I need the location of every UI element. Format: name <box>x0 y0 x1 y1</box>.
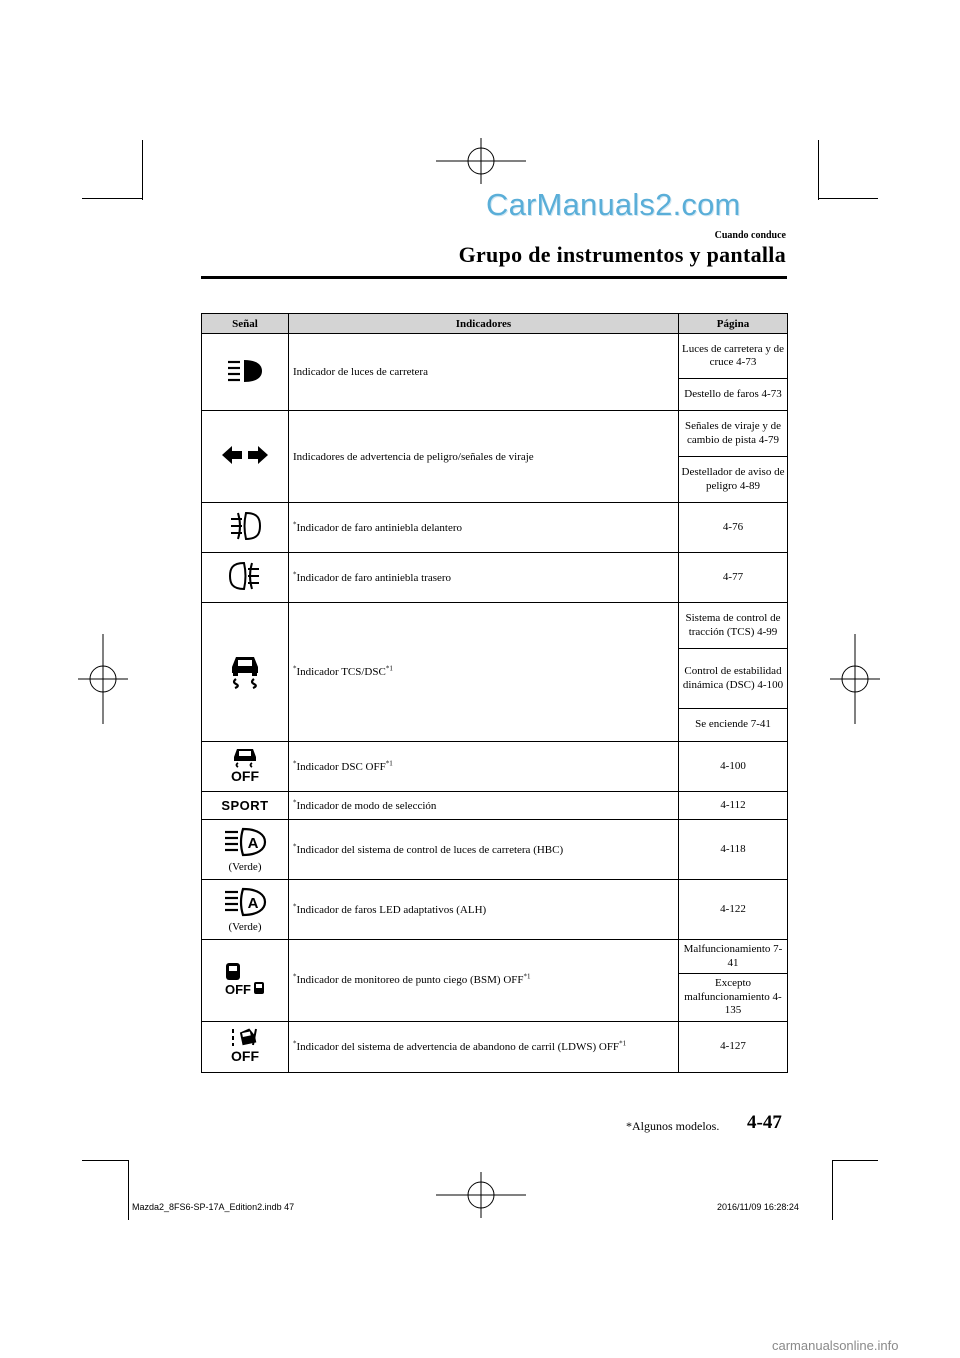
asterisk: * <box>293 758 297 767</box>
signal-cell <box>202 1021 289 1072</box>
page-ref: 4-112 <box>679 792 788 820</box>
indicator-label: Indicador de faros LED adaptativos (ALH) <box>296 903 487 916</box>
indicator-label-cell <box>289 1021 679 1072</box>
table-row <box>202 334 788 379</box>
signal-cell <box>202 940 289 1022</box>
indicator-label-cell <box>289 553 679 603</box>
asterisk: * <box>293 797 297 806</box>
page-ref: Destellador de aviso de peligro 4-89 <box>679 457 788 503</box>
registration-mark-icon <box>78 634 128 724</box>
page-ref: Malfuncionamiento 7-41 <box>679 940 788 974</box>
asterisk: * <box>293 972 297 981</box>
indicator-label-cell <box>289 792 679 820</box>
ldws-off-icon <box>226 1027 264 1063</box>
indicator-label: Indicadores de advertencia de peligro/señales de viraje <box>289 411 679 503</box>
page-title: Grupo de instrumentos y pantalla <box>458 242 786 267</box>
crop-mark <box>832 1160 833 1220</box>
crop-mark <box>82 1160 128 1161</box>
footnote-mark: *1 <box>523 972 531 981</box>
column-header: Página <box>679 314 788 334</box>
header-divider <box>201 276 787 279</box>
page-ref: Excepto malfuncionamiento 4-135 <box>679 974 788 1022</box>
asterisk: * <box>293 901 297 910</box>
page-ref: Control de estabilidad dinámica (DSC) 4-100 <box>679 649 788 709</box>
table-row <box>202 503 788 553</box>
off-text: OFF <box>225 981 251 997</box>
indicator-label-cell <box>289 880 679 940</box>
page-ref: Señales de viraje y de cambio de pista 4-79 <box>679 411 788 457</box>
crop-mark <box>818 140 819 200</box>
page-ref: 4-100 <box>679 742 788 792</box>
hbc-icon <box>222 827 268 857</box>
footnote-mark: *1 <box>385 664 393 673</box>
column-header: Indicadores <box>289 314 679 334</box>
asterisk: * <box>293 841 297 850</box>
page-ref: 4-77 <box>679 553 788 603</box>
indicator-label: Indicador TCS/DSC <box>296 666 386 678</box>
signal-cell <box>202 411 289 503</box>
footnote-mark: *1 <box>385 758 393 767</box>
signal-cell <box>202 742 289 792</box>
crop-mark <box>128 1160 129 1220</box>
signal-cell <box>202 820 289 880</box>
registration-mark-icon <box>436 1172 526 1218</box>
dsc-off-icon <box>226 747 264 783</box>
front-fog-icon <box>228 509 262 543</box>
section-title: Cuando conduce <box>714 230 786 241</box>
color-note: (Verde) <box>228 920 262 933</box>
registration-mark-icon <box>436 138 526 184</box>
page-ref: 4-127 <box>679 1021 788 1072</box>
table-row <box>202 880 788 940</box>
signal-cell <box>202 503 289 553</box>
crop-mark <box>818 198 878 199</box>
indicator-label: Indicador del sistema de control de luces de carretera (HBC) <box>296 843 564 856</box>
indicator-label: Indicador del sistema de advertencia de abandono de carril (LDWS) OFF <box>296 1040 620 1053</box>
page-number: 4-47 <box>747 1112 782 1133</box>
tcs-dsc-icon <box>228 653 262 689</box>
color-note: (Verde) <box>228 860 262 873</box>
page-ref: 4-122 <box>679 880 788 940</box>
high-beam-icon <box>225 358 265 384</box>
print-timestamp: 2016/11/09 16:28:24 <box>717 1202 799 1212</box>
crop-mark <box>832 1160 878 1161</box>
page-ref: 4-118 <box>679 820 788 880</box>
a-letter: A <box>247 894 259 912</box>
indicator-label-cell <box>289 940 679 1022</box>
indicator-label: Indicador de faro antiniebla delantero <box>296 521 463 534</box>
indicator-label-cell <box>289 503 679 553</box>
table-row <box>202 742 788 792</box>
indicator-table <box>201 313 788 1073</box>
table-row <box>202 1021 788 1072</box>
table-row <box>202 940 788 974</box>
table-row <box>202 820 788 880</box>
asterisk: * <box>293 1038 297 1047</box>
page-ref: Se enciende 7-41 <box>679 709 788 742</box>
bsm-off-icon <box>223 961 267 997</box>
indicator-label: Indicador DSC OFF <box>296 760 386 773</box>
crop-mark <box>82 198 142 199</box>
footnote-mark: *1 <box>619 1038 627 1047</box>
footnote: *Algunos modelos. <box>626 1119 720 1133</box>
off-text: OFF <box>231 1048 259 1063</box>
asterisk: * <box>293 664 297 673</box>
sport-icon: SPORT <box>221 798 269 813</box>
table-row <box>202 411 788 457</box>
page-ref: Sistema de control de tracción (TCS) 4-99 <box>679 603 788 649</box>
indicator-label-cell <box>289 603 679 742</box>
asterisk: * <box>293 519 297 528</box>
indicator-label: Indicador de faro antiniebla trasero <box>296 571 452 584</box>
indicator-label-cell <box>289 742 679 792</box>
bottom-watermark: carmanualsonline.info <box>772 1338 899 1353</box>
page-ref: 4-76 <box>679 503 788 553</box>
indicator-label: Indicador de modo de selección <box>296 799 437 812</box>
watermark: CarManuals2.com <box>486 187 741 222</box>
signal-cell <box>202 603 289 742</box>
alh-icon <box>222 887 268 917</box>
signal-cell <box>202 553 289 603</box>
print-slug: Mazda2_8FS6-SP-17A_Edition2.indb 47 <box>132 1202 295 1212</box>
signal-cell <box>202 334 289 411</box>
registration-mark-icon <box>830 634 880 724</box>
turn-signal-icon <box>220 444 270 466</box>
indicator-label: Indicador de monitoreo de punto ciego (BSM) OFF <box>296 974 524 987</box>
table-row <box>202 553 788 603</box>
indicator-label-cell <box>289 820 679 880</box>
asterisk: * <box>293 569 297 578</box>
table-header-row <box>202 314 788 334</box>
crop-mark <box>142 140 143 200</box>
a-letter: A <box>247 834 259 852</box>
page-ref: Destello de faros 4-73 <box>679 379 788 411</box>
off-text: OFF <box>231 768 259 783</box>
column-header: Señal <box>202 314 289 334</box>
indicator-label: Indicador de luces de carretera <box>289 334 679 411</box>
signal-cell <box>202 880 289 940</box>
signal-cell <box>202 792 289 820</box>
rear-fog-icon <box>228 559 262 593</box>
page-ref: Luces de carretera y de cruce 4-73 <box>679 334 788 379</box>
table-row <box>202 603 788 649</box>
table-row <box>202 792 788 820</box>
